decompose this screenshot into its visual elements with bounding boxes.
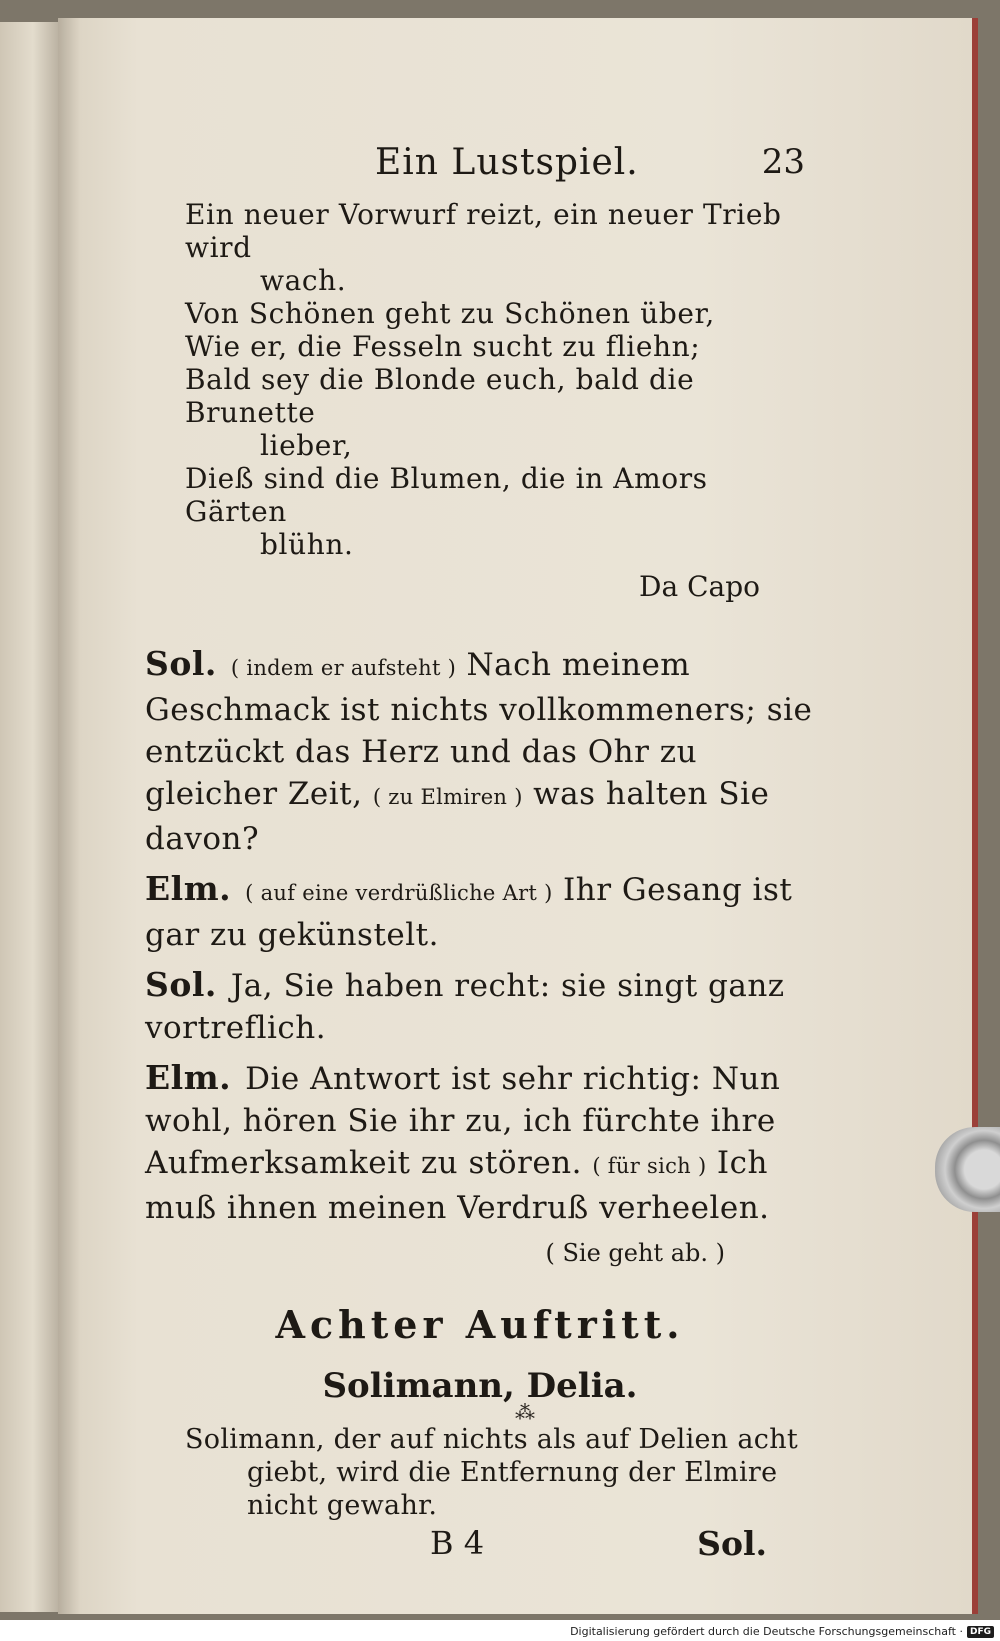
speech [145,868,815,956]
ink-ornament: ⁂ [515,1400,535,1424]
stage-direction: ( zu Elmiren ) [372,785,523,809]
speaker-name: Sol. [145,644,217,683]
scene-persons: Solimann, Delia. [322,1366,638,1406]
speaker-name: Elm. [145,1058,232,1097]
verse-line: Bald sey die Blonde euch, bald die Brunette [185,363,695,429]
speech-text: Nach meinem Geschmack ist nichts vollkommeners; sie entzückt das Herz und das Ohr zu gleicher Zeit, [145,647,813,812]
speech-text: Ich muß ihnen meinen Verdruß verheelen. [145,1145,770,1226]
digitization-credit [570,1625,994,1638]
speaker-name: Sol. [145,965,217,1004]
page-header [145,130,815,194]
verse-line: Ein neuer Vorwurf reizt, ein neuer Trieb wird [185,198,782,264]
facing-page-edge [0,22,60,1612]
verse-line: wach. [260,264,347,297]
speech-text: Ja, Sie haben recht: sie singt ganz vortreflich. [145,968,785,1046]
running-title: Ein Lustspiel. [375,142,639,183]
scene-note-first: Solimann, der auf nichts als auf Delien acht [185,1424,799,1455]
catchword: Sol. [697,1524,767,1563]
verse-line: Dieß sind die Blumen, die in Amors Gärten [185,462,708,528]
speech [145,643,815,860]
verse-line: lieber, [260,429,353,462]
song-verse [145,198,815,561]
scene-note-rest: giebt, wird die Entfernung der Elmire nicht gewahr. [247,1457,778,1521]
stage-direction: ( auf eine verdrüßliche Art ) [245,881,553,905]
verse-line: Von Schönen geht zu Schönen über, [185,297,715,330]
exit-direction: ( Sie geht ab. ) [545,1239,725,1267]
verse-line: blühn. [260,528,354,561]
page-clip [935,1127,1000,1212]
speech [145,1057,815,1229]
scene-title: Achter Auftritt. [275,1302,685,1347]
stage-direction: ( indem er aufsteht ) [230,656,457,680]
speaker-name: Elm. [145,869,232,908]
dialogue [145,643,815,1229]
scene-note [145,1423,815,1522]
speech-text: Die Antwort ist sehr richtig: Nun wohl, hören Sie ihr zu, ich fürchte ihre Aufmerksamkeit zu stören. [145,1061,781,1181]
credit-text: Digitalisierung gefördert durch die Deutsche Forschungsgemeinschaft · [570,1625,963,1638]
page-footer [145,1524,815,1574]
speech [145,964,815,1049]
speech-text: was halten Sie davon? [145,776,770,857]
stage-direction: ( für sich ) [592,1154,707,1178]
da-capo: Da Capo [639,570,760,603]
verse-line: Wie er, die Fesseln sucht zu fliehn; [185,330,701,363]
page-number: 23 [761,142,805,182]
signature-mark: B 4 [430,1524,485,1562]
speech-text: Ihr Gesang ist gar zu gekünstelt. [145,872,793,953]
page-text [145,130,815,1574]
dfg-logo-icon: DFG [967,1626,994,1638]
